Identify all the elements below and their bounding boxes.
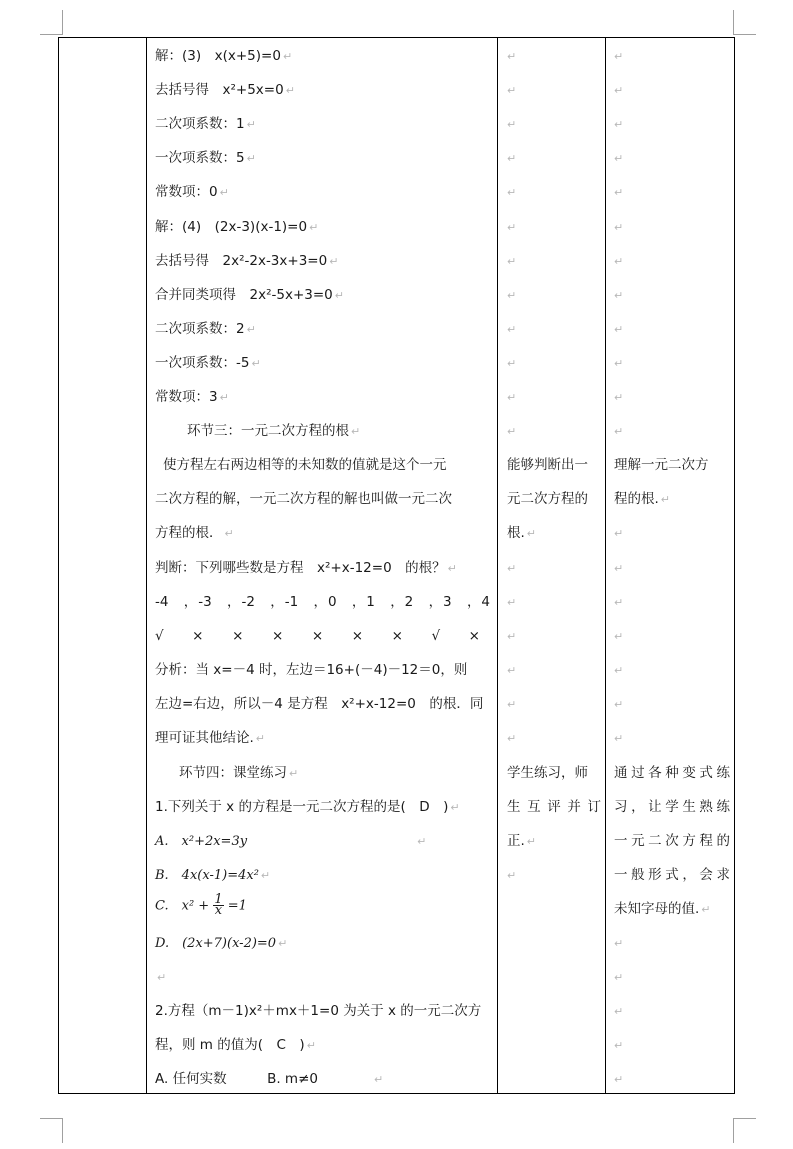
- paragraph-mark: ↵: [507, 698, 517, 711]
- paragraph-mark: ↵: [614, 50, 624, 63]
- paragraph-mark: ↵: [614, 186, 624, 199]
- paragraph-mark: ↵: [614, 527, 624, 540]
- paragraph-mark: ↵: [614, 1005, 624, 1018]
- question-2-options: A. 任何实数 B. m≠0 ↵: [155, 1071, 384, 1087]
- question-1-option-d: D. (2x+7)(x-2)=0 ↵: [155, 936, 288, 951]
- paragraph-mark: ↵: [507, 118, 517, 131]
- question-2-line-1: 2.方程（m－1)x²＋mx＋1=0 为关于 x 的一元二次方: [155, 1003, 482, 1019]
- lesson-table: [58, 37, 735, 1094]
- goal-practice-line: 一般形式，会求: [614, 867, 730, 883]
- activity-practice-line: 学生练习，师: [507, 765, 588, 781]
- crop-mark-bottom-left: [40, 1118, 63, 1143]
- root-definition-line-1: 使方程左右两边相等的未知数的值就是这个一元: [163, 457, 447, 473]
- section-3-heading: 环节三：一元二次方程的根 ↵: [187, 423, 361, 439]
- question-1-option-a: A. x²+2x=3y ↵: [155, 834, 427, 849]
- activity-empty-line: [507, 217, 516, 238]
- paragraph-mark: ↵: [507, 630, 517, 643]
- empty-paragraph: ↵: [157, 971, 167, 984]
- goal-empty-line: [614, 1035, 623, 1056]
- goal-empty-line: [614, 182, 623, 203]
- goal-empty-line: [614, 558, 623, 579]
- goal-empty-line: [614, 694, 623, 715]
- paragraph-mark: ↵: [614, 323, 624, 336]
- goal-empty-line: [614, 967, 623, 988]
- activity-empty-line: [507, 251, 516, 272]
- question-1: 1.下列关于 x 的方程是一元二次方程的是( D ) ↵: [155, 799, 460, 815]
- root-definition-line-3: 方程的根． ↵: [155, 525, 234, 541]
- paragraph-mark: ↵: [526, 527, 537, 540]
- question-1-option-b: B. 4x(x-1)=4x² ↵: [155, 868, 271, 883]
- paragraph-mark: ↵: [614, 732, 624, 745]
- paragraph-mark: ↵: [507, 732, 517, 745]
- paragraph-mark: ↵: [614, 425, 624, 438]
- goal-empty-line: [614, 626, 623, 647]
- solution-4-heading: 解：(4) (2x-3)(x-1)=0 ↵: [155, 219, 319, 235]
- paragraph-mark: ↵: [507, 221, 517, 234]
- activity-empty-line: [507, 80, 516, 101]
- activity-empty-line: [507, 353, 516, 374]
- goal-empty-line: [614, 523, 623, 544]
- analysis-line-1: 分析：当 x=－4 时，左边＝16+(－4)－12＝0，则: [155, 662, 468, 678]
- paragraph-mark: ↵: [614, 357, 624, 370]
- goal-empty-line: [614, 933, 623, 954]
- activity-practice-line: 正. ↵: [507, 833, 537, 849]
- section-4-heading: 环节四：课堂练习 ↵: [179, 765, 299, 781]
- goal-empty-line: [614, 660, 623, 681]
- goal-empty-line: [614, 319, 623, 340]
- goal-empty-line: [614, 46, 623, 67]
- crop-mark-top-left: [40, 10, 63, 35]
- goal-practice-line: 一元二次方程的: [614, 833, 730, 849]
- paragraph-mark: ↵: [526, 835, 537, 848]
- activity-empty-line: [507, 148, 516, 169]
- paragraph-mark: ↵: [507, 357, 517, 370]
- paragraph-mark: ↵: [614, 255, 624, 268]
- goal-empty-line: [614, 285, 623, 306]
- paragraph-mark: ↵: [507, 152, 517, 165]
- activity-empty-line: [507, 285, 516, 306]
- goal-empty-line: [614, 114, 623, 135]
- goal-empty-line: [614, 387, 623, 408]
- analysis-line-2: 左边=右边，所以－4 是方程 x²+x-12=0 的根．同: [155, 696, 484, 712]
- paragraph-mark: ↵: [507, 596, 517, 609]
- column-divider: [497, 38, 498, 1093]
- activity-judge-line: 元二次方程的: [507, 491, 588, 507]
- question-1-option-c: C. x² + $\frac{1}{x}$ =1: [155, 892, 247, 918]
- paragraph-mark: ↵: [614, 937, 624, 950]
- root-definition-line-2: 二次方程的解，一元二次方程的解也叫做一元二次: [155, 491, 452, 507]
- activity-practice-line: 生互评并订: [507, 799, 601, 815]
- activity-empty-line: [507, 421, 516, 442]
- goal-empty-line: [614, 148, 623, 169]
- solution-3-heading: 解：(3) x(x+5)=0 ↵: [155, 48, 293, 64]
- paragraph-mark: ↵: [507, 323, 517, 336]
- goal-empty-line: [614, 80, 623, 101]
- column-divider: [146, 38, 147, 1093]
- paragraph-mark: ↵: [507, 664, 517, 677]
- solution-3-constant: 常数项：0 ↵: [155, 184, 229, 200]
- goal-empty-line: [614, 353, 623, 374]
- paragraph-mark: ↵: [507, 869, 517, 882]
- check-marks-row: √ × × × × × × √ ×: [155, 628, 480, 644]
- candidate-values: -4 ，-3 ，-2 ，-1 ，0 ，1 ，2 ，3 ，4: [155, 594, 490, 610]
- activity-empty-line: [507, 865, 516, 886]
- goal-practice-line: 通过各种变式练: [614, 765, 730, 781]
- paragraph-mark: ↵: [507, 255, 517, 268]
- activity-empty-line: [507, 558, 516, 579]
- goal-understand-line: 程的根. ↵: [614, 491, 671, 507]
- paragraph-mark: ↵: [614, 562, 624, 575]
- goal-empty-line: [614, 251, 623, 272]
- solution-3-quadratic-coef: 二次项系数：1 ↵: [155, 116, 256, 132]
- activity-judge-line: 根. ↵: [507, 525, 537, 541]
- activity-empty-line: [507, 592, 516, 613]
- goal-empty-line: [614, 1069, 623, 1090]
- paragraph-mark: ↵: [614, 664, 624, 677]
- goal-empty-line: [614, 217, 623, 238]
- activity-empty-line: [507, 626, 516, 647]
- solution-3-expand: 去括号得 x²+5x=0 ↵: [155, 82, 295, 98]
- solution-4-linear-coef: 一次项系数：-5 ↵: [155, 355, 261, 371]
- crop-mark-bottom-right: [733, 1118, 756, 1143]
- paragraph-mark: ↵: [614, 391, 624, 404]
- activity-judge-line: 能够判断出一: [507, 457, 588, 473]
- paragraph-mark: ↵: [614, 118, 624, 131]
- column-divider: [605, 38, 606, 1093]
- activity-empty-line: [507, 114, 516, 135]
- paragraph-mark: ↵: [614, 221, 624, 234]
- paragraph-mark: ↵: [614, 1073, 624, 1086]
- paragraph-mark: ↵: [614, 630, 624, 643]
- paragraph-mark: ↵: [614, 289, 624, 302]
- solution-4-quadratic-coef: 二次项系数：2 ↵: [155, 321, 256, 337]
- paragraph-mark: ↵: [614, 596, 624, 609]
- goal-practice-line: 习，让学生熟练: [614, 799, 730, 815]
- analysis-line-3: 理可证其他结论. ↵: [155, 730, 266, 746]
- solution-4-expand: 去括号得 2x²-2x-3x+3=0 ↵: [155, 253, 339, 269]
- question-2-line-2: 程，则 m 的值为( C ) ↵: [155, 1037, 316, 1053]
- activity-empty-line: [507, 694, 516, 715]
- paragraph-mark: ↵: [507, 562, 517, 575]
- paragraph-mark: ↵: [614, 698, 624, 711]
- goal-understand-line: 理解一元二次方: [614, 457, 709, 473]
- activity-empty-line: [507, 387, 516, 408]
- paragraph-mark: ↵: [614, 971, 624, 984]
- activity-empty-line: [507, 319, 516, 340]
- goal-empty-line: [614, 728, 623, 749]
- paragraph-mark: ↵: [507, 84, 517, 97]
- solution-4-combine: 合并同类项得 2x²-5x+3=0 ↵: [155, 287, 344, 303]
- paragraph-mark: ↵: [507, 186, 517, 199]
- paragraph-mark: ↵: [507, 50, 517, 63]
- paragraph-mark: ↵: [660, 493, 671, 506]
- paragraph-mark: ↵: [507, 425, 517, 438]
- paragraph-mark: ↵: [614, 1039, 624, 1052]
- paragraph-mark: ↵: [701, 903, 711, 916]
- paragraph-mark: ↵: [507, 391, 517, 404]
- crop-mark-top-right: [733, 10, 756, 35]
- paragraph-mark: ↵: [507, 289, 517, 302]
- paragraph-mark: ↵: [614, 84, 624, 97]
- solution-4-constant: 常数项：3 ↵: [155, 389, 229, 405]
- activity-empty-line: [507, 46, 516, 67]
- paragraph-mark: ↵: [614, 152, 624, 165]
- fraction-one-over-x: $\frac{1}{x}$: [214, 892, 223, 918]
- goal-empty-line: [614, 592, 623, 613]
- goal-practice-line: 未知字母的值. ↵: [614, 901, 711, 917]
- judge-question: 判断：下列哪些数是方程 x²+x-12=0 的根？ ↵: [155, 560, 457, 576]
- solution-3-linear-coef: 一次项系数：5 ↵: [155, 150, 256, 166]
- goal-empty-line: [614, 421, 623, 442]
- activity-empty-line: [507, 728, 516, 749]
- activity-empty-line: [507, 660, 516, 681]
- activity-empty-line: [507, 182, 516, 203]
- goal-empty-line: [614, 1001, 623, 1022]
